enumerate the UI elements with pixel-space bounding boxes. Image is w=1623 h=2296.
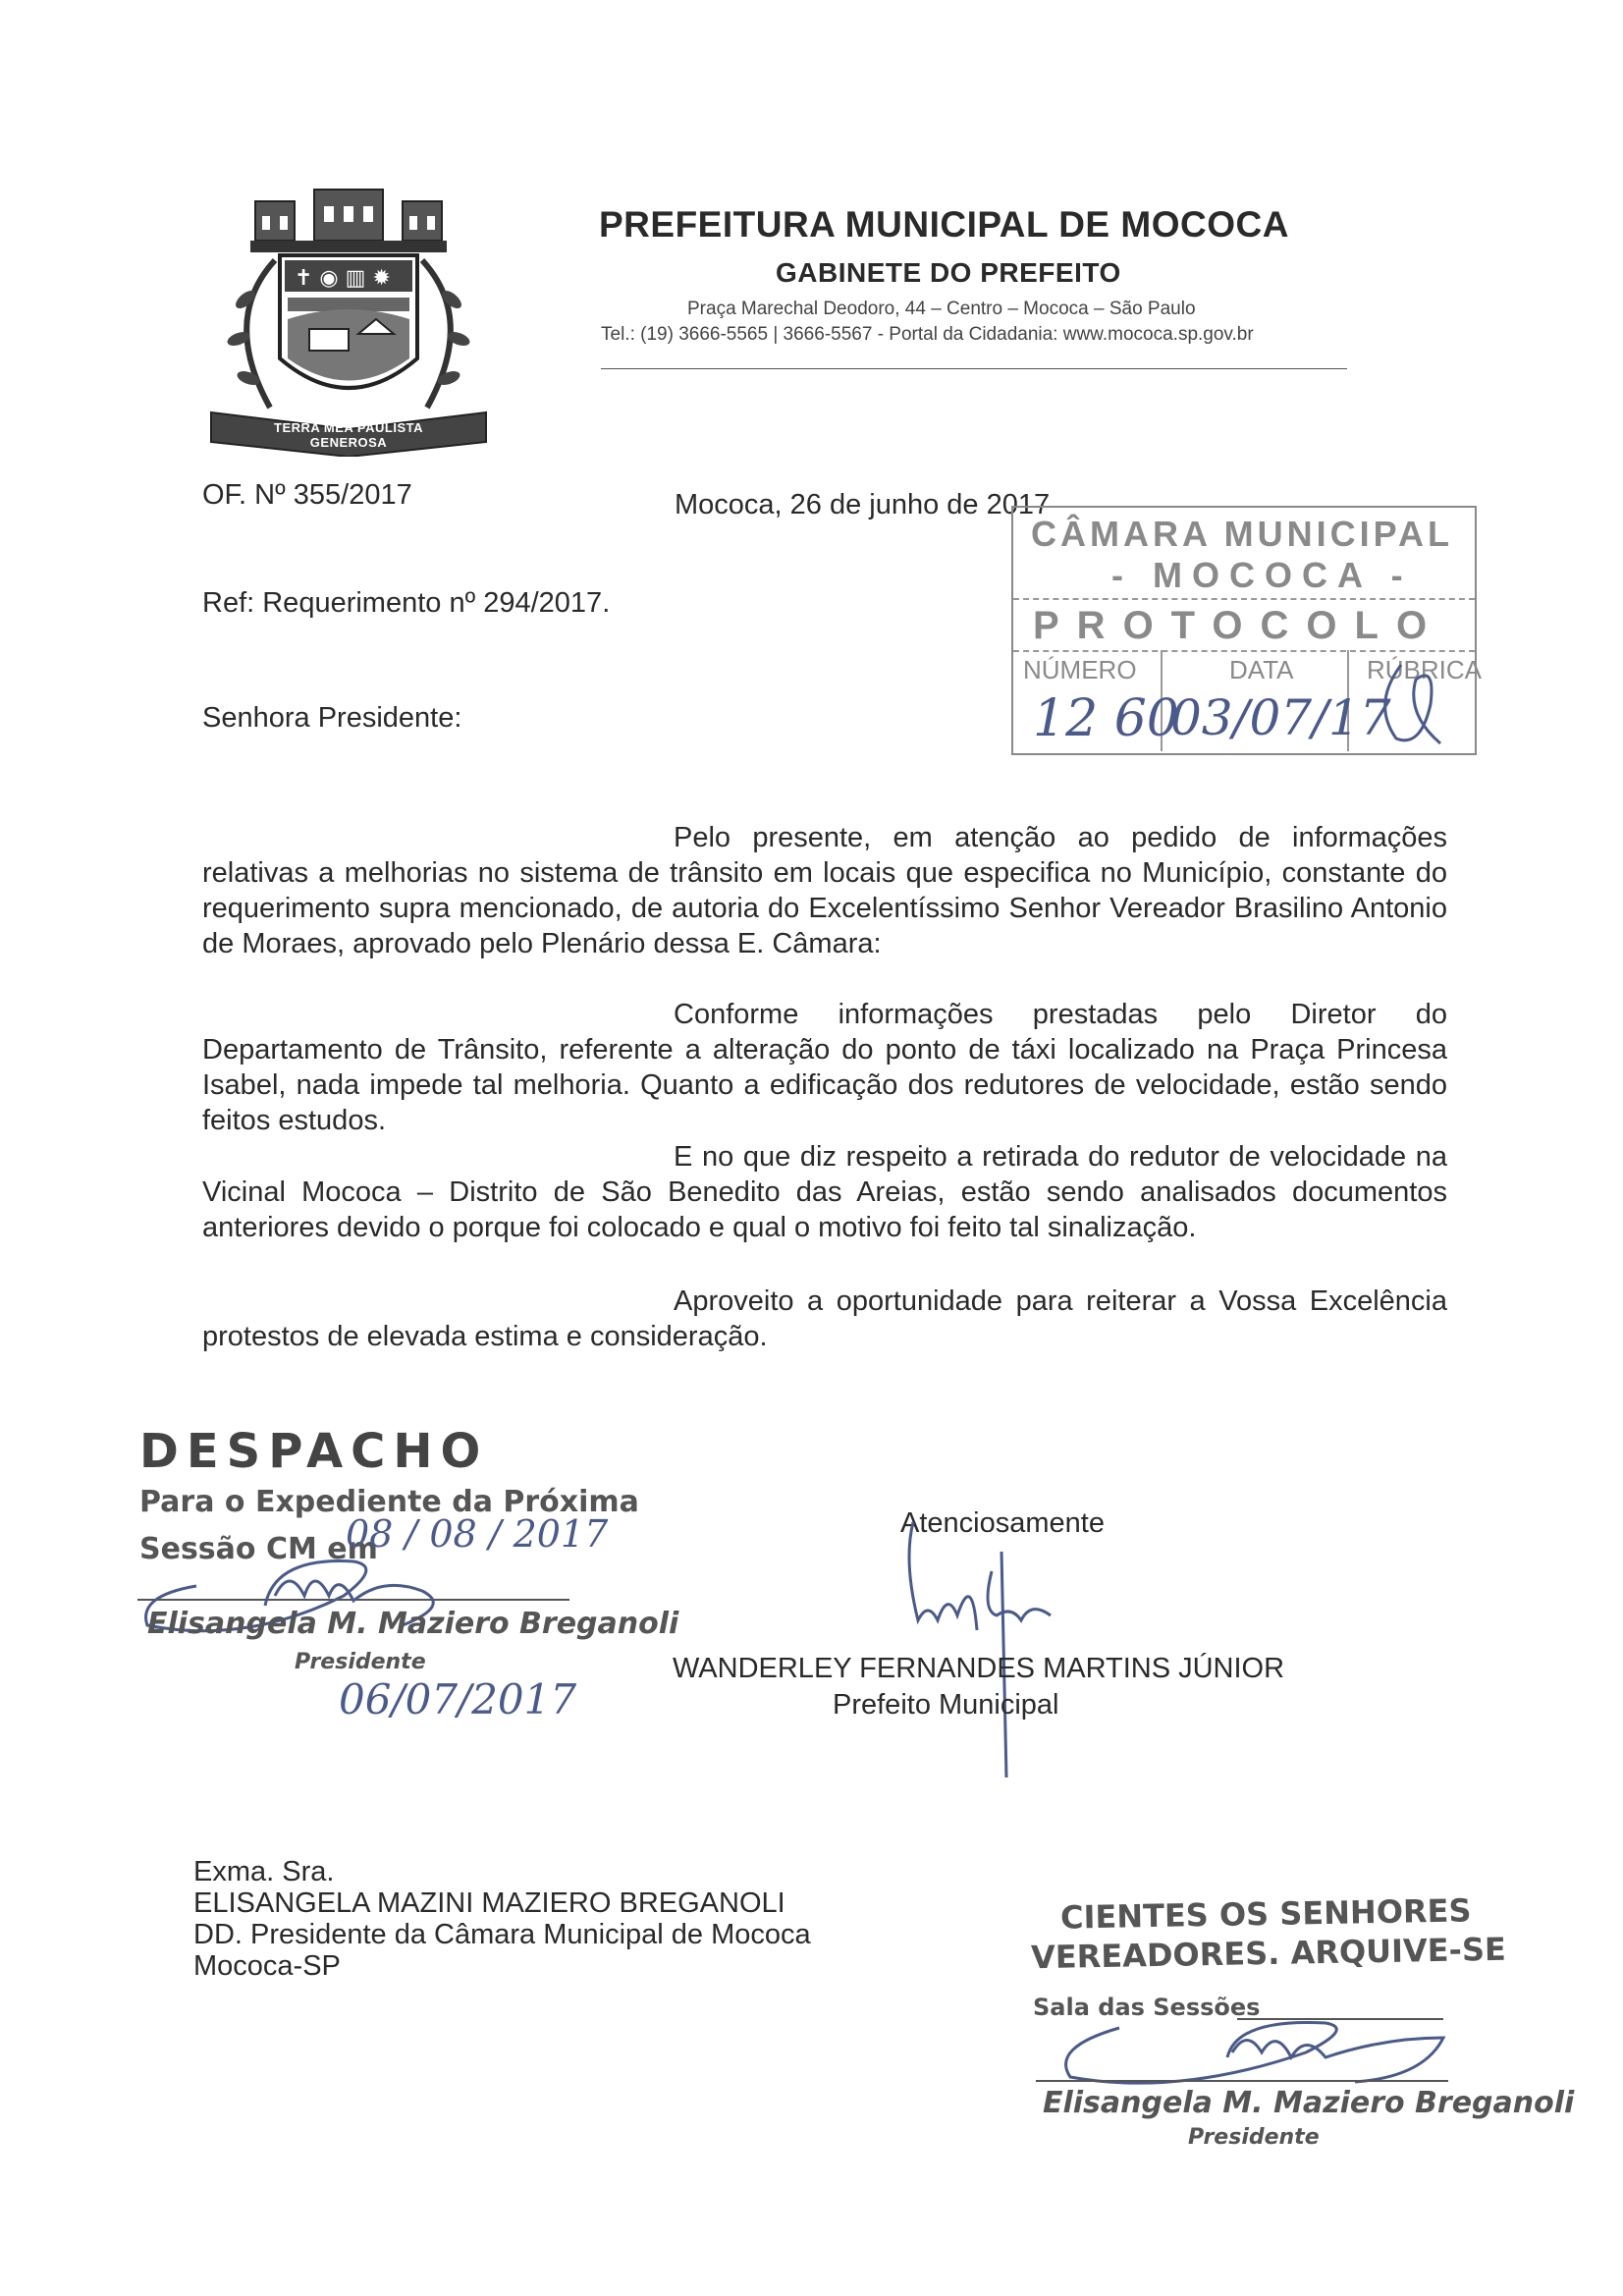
protocol-numero-value: 12 60 <box>1033 689 1179 748</box>
letter-paragraph-2: Conforme informações prestadas pelo Diretor do Departamento de Trânsito, referente a alteração do ponto de táxi localizado na Praça Princesa Isabel, nada impede tal melhoria. Quanto a edificação dos redutores de velocidade, estão sendo feitos estudos. <box>202 999 1447 1136</box>
protocol-stamp-line2: - MOCOCA - <box>1111 555 1413 595</box>
crest-motto: TERRA MEA PAULISTA GENEROSA <box>274 420 423 450</box>
header-phone: Tel.: (19) 3666-5565 | 3666-5567 - Portal da Cidadania: www.mococa.sp.gov.br <box>601 324 1254 345</box>
letter-paragraph-3: E no que diz respeito a retirada do redutor de velocidade na Vicinal Mococa – Distrito de São Benedito das Areias, estão sendo analisados documentos anteriores devido o porque foi colocado e qual o motivo foi feito tal sinalização. <box>202 1141 1447 1243</box>
signer-title: Prefeito Municipal <box>833 1689 1059 1721</box>
despacho-line1: Para o Expediente da Próxima <box>139 1485 639 1519</box>
recipient-line-2: ELISANGELA MAZINI MAZIERO BREGANOLI <box>193 1887 785 1919</box>
letter-place-date: Mococa, 26 de junho de 2017 <box>675 489 1051 520</box>
protocol-col-rubrica: RÚBRICA <box>1367 655 1483 684</box>
cientes-line2: VEREADORES. ARQUIVE-SE <box>1030 1930 1507 1977</box>
protocol-stamp <box>1011 506 1483 755</box>
protocol-data-value: 03/07/17 <box>1170 689 1391 746</box>
cientes-line1: CIENTES OS SENHORES <box>1059 1891 1472 1937</box>
protocol-col-data: DATA <box>1229 655 1294 684</box>
cientes-line3: Sala das Sessões <box>1033 1994 1261 2021</box>
municipal-crest <box>201 172 496 457</box>
despacho-session-date: 08 / 08 / 2017 <box>346 1512 609 1556</box>
letter-salutation: Senhora Presidente: <box>202 702 462 734</box>
despacho-president-name: Elisangela M. Maziero Breganoli <box>147 1607 679 1641</box>
header-divider <box>601 368 1347 369</box>
recipient-line-4: Mococa-SP <box>193 1950 341 1982</box>
protocol-rubrica-signature <box>1362 645 1470 753</box>
header-subtitle: GABINETE DO PREFEITO <box>776 257 1121 288</box>
mayor-signature <box>884 1512 1139 1787</box>
letter-paragraph-4: Aproveito a oportunidade para reiterar a Vossa Excelência protestos de elevada estima e consideração. <box>202 1285 1447 1352</box>
header-title: PREFEITURA MUNICIPAL DE MOCOCA <box>599 204 1289 245</box>
despacho-line2: Sessão CM em <box>139 1532 378 1566</box>
despacho-president-role: Presidente <box>295 1650 426 1674</box>
recipient-line-1: Exma. Sra. <box>193 1856 335 1887</box>
letter-reference: Ref: Requerimento nº 294/2017. <box>202 587 611 619</box>
protocol-stamp-line3: PROTOCOLO <box>1033 604 1445 647</box>
despacho-handwritten-date: 06/07/2017 <box>339 1675 577 1723</box>
despacho-title: DESPACHO <box>139 1424 489 1479</box>
letter-number: OF. Nº 355/2017 <box>202 479 412 511</box>
letter-closing: Atenciosamente <box>900 1507 1105 1539</box>
recipient-line-3: DD. Presidente da Câmara Municipal de Mococa <box>193 1919 811 1950</box>
protocol-stamp-line1: CÂMARA MUNICIPAL <box>1031 514 1453 554</box>
svg-text:✝ ◉ ▥ ✹: ✝ ◉ ▥ ✹ <box>295 266 391 291</box>
signer-name: WANDERLEY FERNANDES MARTINS JÚNIOR <box>673 1653 1285 1684</box>
header-address: Praça Marechal Deodoro, 44 – Centro – Mococa – São Paulo <box>687 299 1196 319</box>
letter-paragraph-1: Pelo presente, em atenção ao pedido de informações relativas a melhorias no sistema de trânsito em locais que especifica no Município, constante do requerimento supra mencionado, de autoria do Excelentíssimo Senhor Vereador Brasilino Antonio de Moraes, aprovado pelo Plenário dessa E. Câmara: <box>202 822 1447 959</box>
protocol-col-numero: NÚMERO <box>1023 655 1137 684</box>
cientes-signature-line <box>1036 2080 1448 2082</box>
cientes-president-role: Presidente <box>1188 2125 1320 2150</box>
cientes-president-name: Elisangela M. Maziero Breganoli <box>1043 2086 1575 2120</box>
